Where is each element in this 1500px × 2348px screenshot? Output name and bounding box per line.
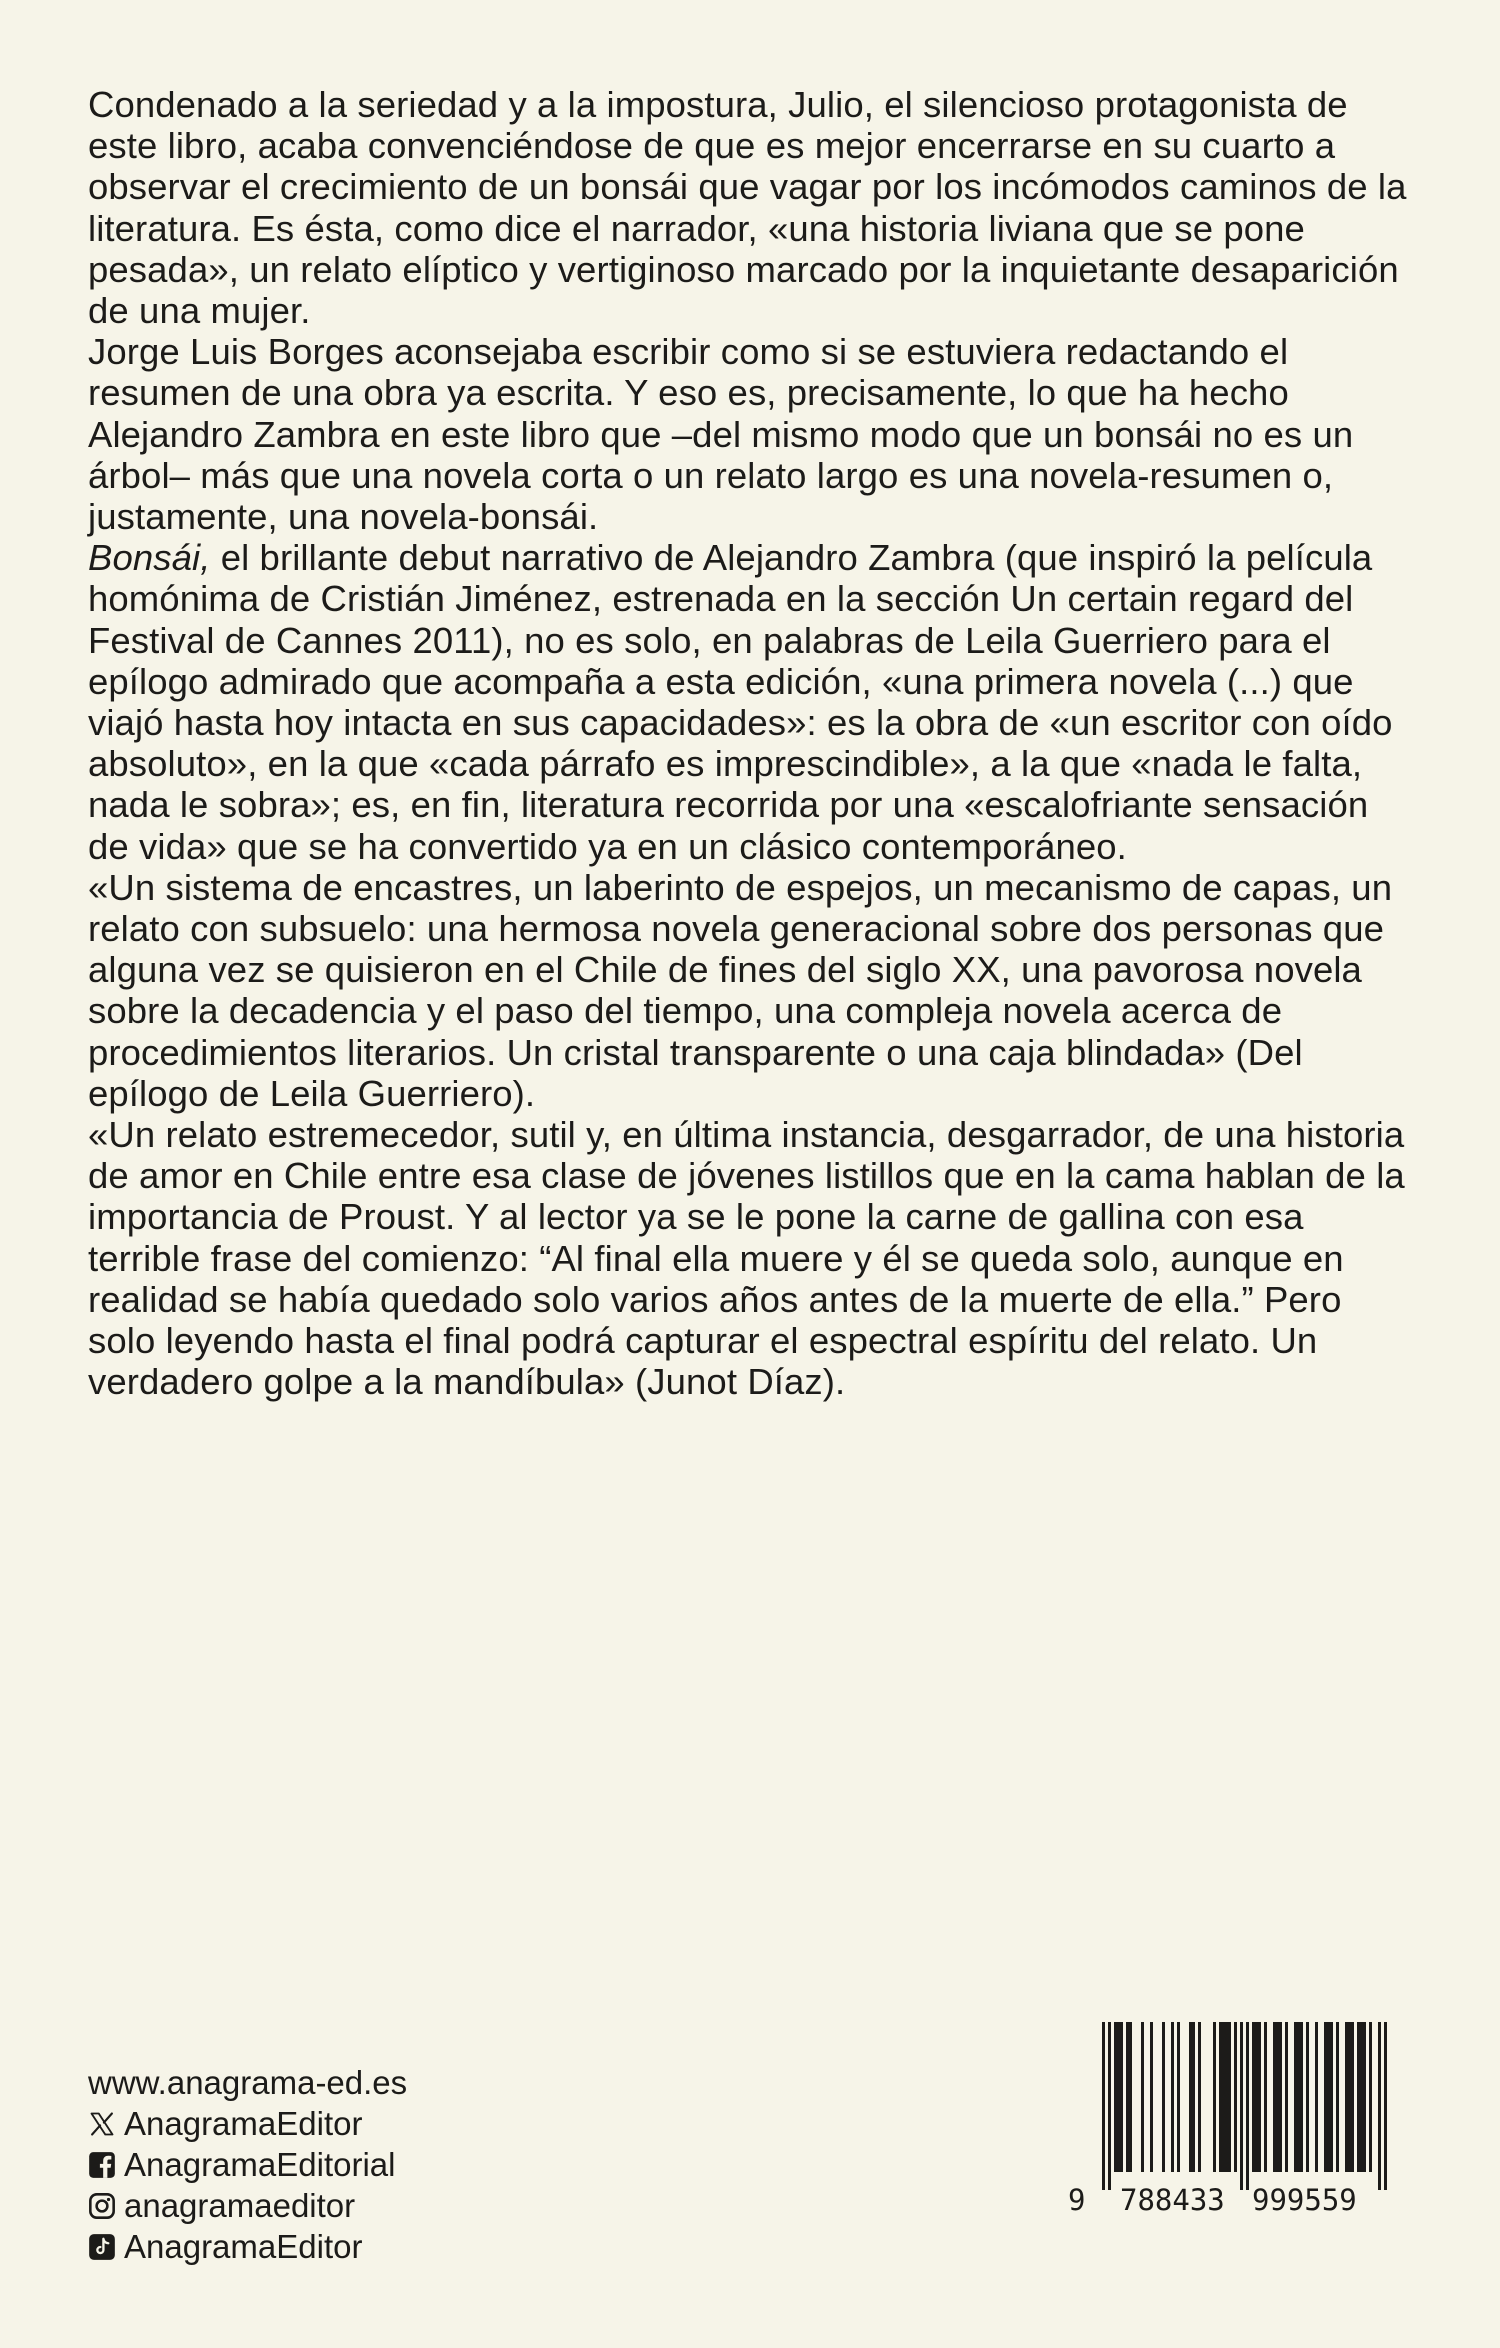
website-link[interactable]: www.anagrama-ed.es: [88, 2064, 408, 2101]
isbn-right-group: 999559: [1252, 2183, 1357, 2216]
barcode-bar: [1129, 2022, 1132, 2172]
barcode-bar: [1285, 2022, 1288, 2172]
facebook-handle[interactable]: AnagramaEditorial: [124, 2146, 396, 2183]
barcode-bar: [1297, 2022, 1300, 2172]
barcode-bar: [1351, 2022, 1354, 2172]
barcode-bar: [1222, 2022, 1225, 2172]
blurb-paragraph-2: Jorge Luis Borges aconsejaba escribir como si se estuviera redactando el resumen de una obra ya escrita. Y eso es, precisamente, lo que ha hecho Alejandro Zambra en este libro que –del mismo modo que un bonsái no es un árbol– más que una novela corta o un relato largo es una novela-resumen o, justamente, una novela-bonsái.: [88, 331, 1354, 538]
barcode-bar: [1300, 2022, 1303, 2172]
barcode-guard-bar: [1246, 2022, 1249, 2190]
barcode-bar: [1273, 2022, 1276, 2172]
x-row: [88, 2103, 407, 2144]
barcode-bar: [1348, 2022, 1351, 2172]
barcode-guard-bar: [1378, 2022, 1381, 2190]
barcode-bar: [1198, 2022, 1201, 2172]
barcode-bar: [1117, 2022, 1120, 2172]
publisher-contacts: [88, 2062, 407, 2267]
barcode-bar: [1258, 2022, 1261, 2172]
barcode-bar: [1306, 2022, 1309, 2172]
barcode-bar: [1189, 2022, 1192, 2172]
barcode-bar: [1177, 2022, 1180, 2172]
blurb-paragraph-3: [88, 537, 1418, 867]
instagram-row: [88, 2185, 407, 2226]
barcode-bar: [1228, 2022, 1231, 2172]
tiktok-icon: [88, 2233, 116, 2261]
website-row: [88, 2062, 407, 2103]
barcode-bar: [1234, 2022, 1237, 2172]
barcode-bar: [1327, 2022, 1330, 2172]
x-logo-icon: [88, 2110, 116, 2138]
barcode-bar: [1171, 2022, 1174, 2172]
barcode-bar: [1141, 2022, 1144, 2172]
barcode-bar: [1252, 2022, 1255, 2172]
tiktok-row: [88, 2226, 407, 2267]
isbn-barcode: [1068, 2016, 1400, 2216]
barcode-bar: [1276, 2022, 1279, 2172]
barcode-guard-bar: [1102, 2022, 1105, 2190]
facebook-row: [88, 2144, 407, 2185]
barcode-bar: [1219, 2022, 1222, 2172]
barcode-bar: [1150, 2022, 1153, 2172]
barcode-bar: [1369, 2022, 1372, 2172]
barcode-bar: [1360, 2022, 1363, 2172]
barcode-bar: [1363, 2022, 1366, 2172]
barcode-bar: [1330, 2022, 1333, 2172]
tiktok-handle[interactable]: AnagramaEditor: [124, 2228, 363, 2265]
x-handle[interactable]: AnagramaEditor: [124, 2105, 363, 2142]
barcode-bar: [1192, 2022, 1195, 2172]
instagram-icon: [88, 2192, 116, 2220]
isbn-left-group: 788433: [1120, 2183, 1225, 2216]
facebook-icon: [88, 2151, 116, 2179]
barcode-bar: [1162, 2022, 1165, 2172]
barcode-bar: [1357, 2022, 1360, 2172]
barcode-bar: [1315, 2022, 1318, 2172]
barcode-bar: [1324, 2022, 1327, 2172]
blurb-paragraph-3-text: el brillante debut narrativo de Alejandro Zambra (que inspiró la película homónima de Cristián Jiménez, estrenada en la sección Un certain regard del Festival de Cannes 2011), no es solo, en palabras de Leila Guerriero para el epílogo admirado que acompaña a esta edición, «una primera novela (...) que viajó hasta hoy intacta en sus capacidades»: es la obra de «un escritor con oído absoluto», en la que «cada párrafo es imprescindible», a la que «nada le falta, nada le sobra»; es, en fin, literatura recorrida por una «escalofriante sensación de vida» que se ha convertido ya en un clásico contemporáneo.: [88, 537, 1393, 867]
barcode-bar: [1120, 2022, 1123, 2172]
barcode-bar: [1114, 2022, 1117, 2172]
barcode-bar: [1213, 2022, 1216, 2172]
barcode-guard-bar: [1240, 2022, 1243, 2190]
book-title-italic: Bonsái,: [88, 537, 211, 579]
barcode-bar: [1255, 2022, 1258, 2172]
blurb-paragraph-1: Condenado a la seriedad y a la impostura, Julio, el silencioso protagonista de este libro, acaba convenciéndose de que es mejor encerrarse en su cuarto a observar el crecimiento de un bonsái que vagar por los incómodos caminos de la literatura. Es ésta, como dice el narrador, «una historia liviana que se pone pesada», un relato elíptico y vertiginoso marcado por la inquietante desaparición de una mujer.: [88, 84, 1407, 332]
barcode-bar: [1279, 2022, 1282, 2172]
barcode-guard-bar: [1108, 2022, 1111, 2190]
barcode-bar: [1294, 2022, 1297, 2172]
quote-diaz: «Un relato estremecedor, sutil y, en última instancia, desgarrador, de una historia de amor en Chile entre esa clase de jóvenes listillos que en la cama hablan de la importancia de Proust. Y al lector ya se le pone la carne de gallina con esa terrible frase del comienzo: “Al final ella muere y él se queda solo, aunque en realidad se había quedado solo varios años antes de la muerte de ella.” Pero solo leyendo hasta el final podrá capturar el espectral espíritu del relato. Un verdadero golpe a la mandíbula» (Junot Díaz).: [88, 1114, 1405, 1403]
barcode-bar: [1126, 2022, 1129, 2172]
barcode-bars: [1102, 2022, 1387, 2190]
back-cover-blurb: [88, 84, 1418, 1403]
instagram-handle[interactable]: anagramaeditor: [124, 2187, 356, 2224]
barcode-bar: [1225, 2022, 1228, 2172]
barcode-bar: [1264, 2022, 1267, 2172]
quote-guerriero: «Un sistema de encastres, un laberinto de espejos, un mecanismo de capas, un relato con subsuelo: una hermosa novela generacional sobre dos personas que alguna vez se quisieron en el Chile de fines del siglo XX, una pavorosa novela sobre la decadencia y el paso del tiempo, una compleja novela acerca de procedimientos literarios. Un cristal transparente o una caja blindada» (Del epílogo de Leila Guerriero).: [88, 866, 1393, 1114]
barcode-bar: [1345, 2022, 1348, 2172]
barcode-svg: [1068, 2016, 1400, 2216]
barcode-bar: [1336, 2022, 1339, 2172]
barcode-guard-bar: [1384, 2022, 1387, 2190]
isbn-lead-digit: 9: [1068, 2183, 1086, 2216]
